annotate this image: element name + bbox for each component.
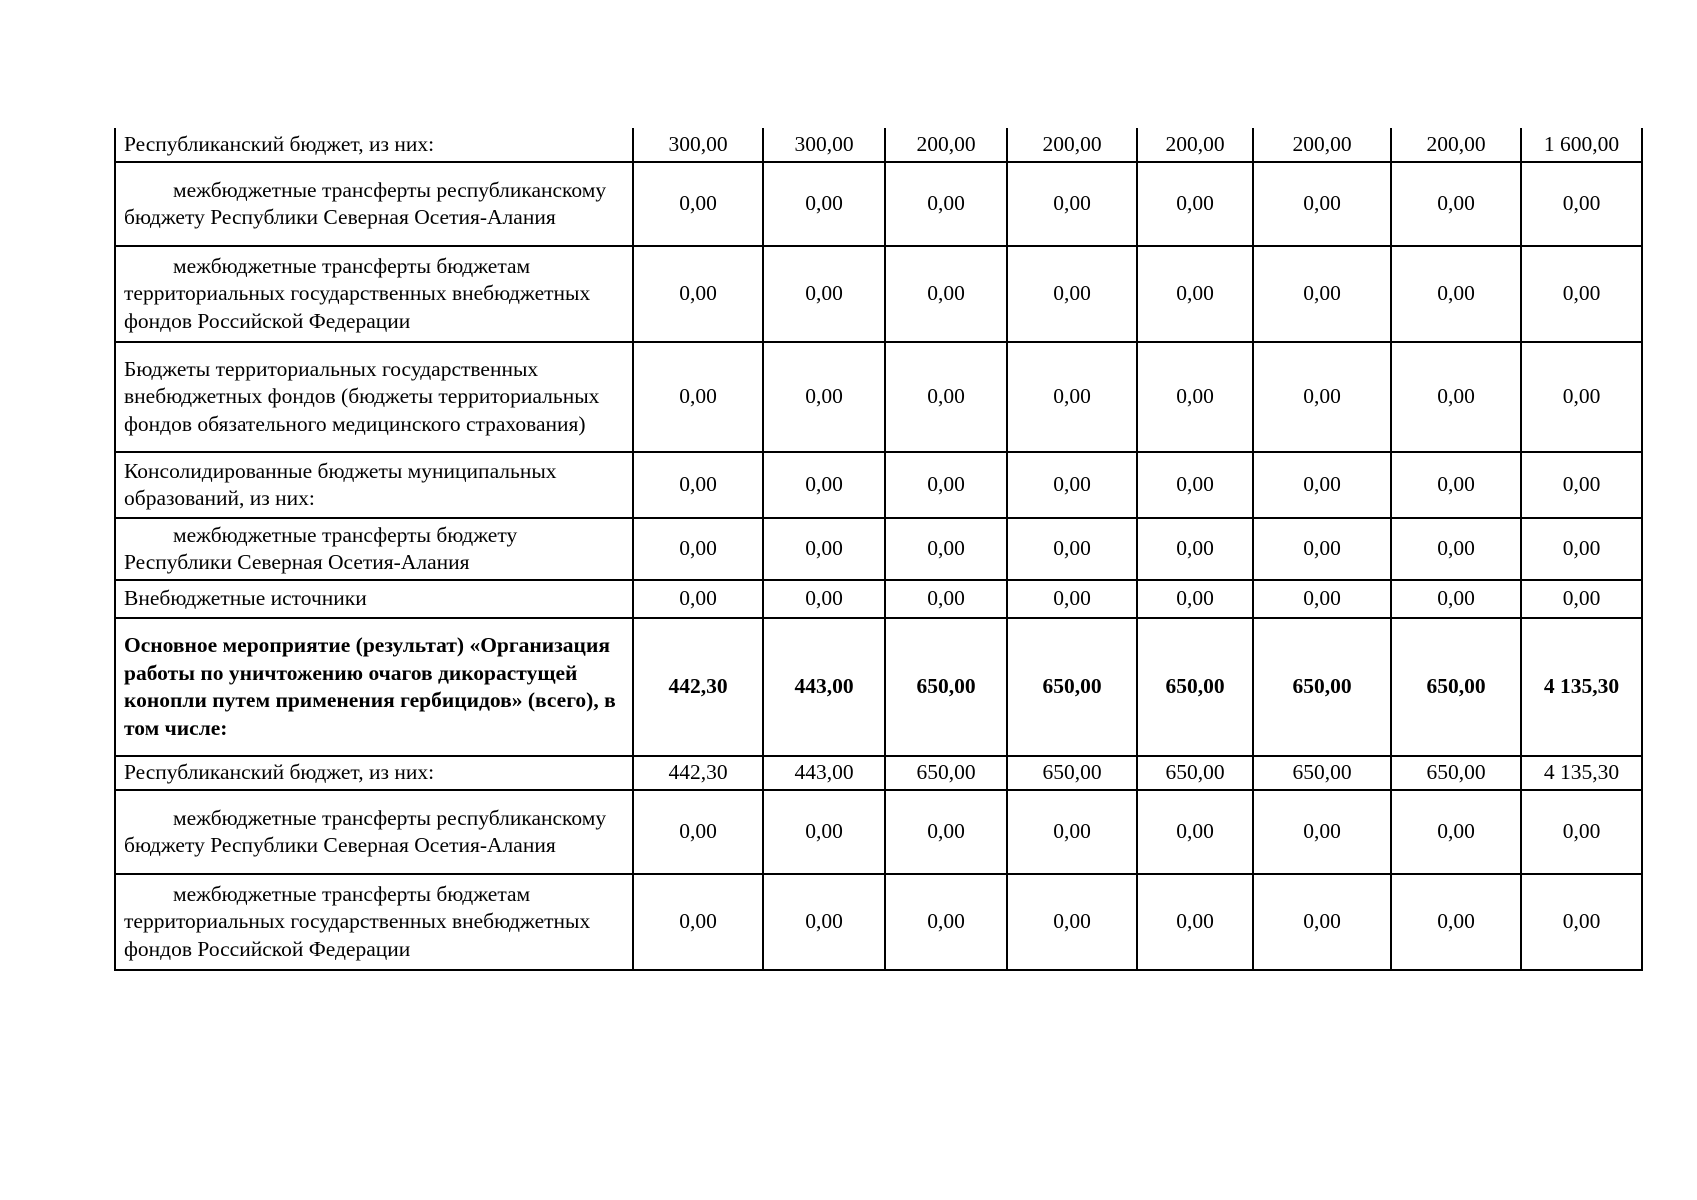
row-label: Республиканский бюджет, из них:: [124, 131, 435, 156]
value-cell-1: 0,00: [633, 246, 763, 342]
value-cell-2: 0,00: [763, 246, 885, 342]
row-label-cell: [115, 342, 633, 452]
row-label: Основное мероприятие (результат) «Организация работы по уничтожению очагов дикорастущей конопли путем применения гербицидов» (всего), в том числе:: [124, 633, 616, 740]
table-row: [115, 128, 1642, 162]
value-cell-6: 0,00: [1253, 246, 1391, 342]
value-cell-4: 650,00: [1007, 618, 1137, 756]
total-cell: 0,00: [1521, 790, 1642, 874]
value-cell-3: 0,00: [885, 874, 1007, 970]
value-cell-2: 0,00: [763, 580, 885, 618]
total-cell: 1 600,00: [1521, 128, 1642, 162]
row-label-cell: [115, 246, 633, 342]
table-row: [115, 162, 1642, 246]
value-cell-6: 0,00: [1253, 342, 1391, 452]
value-cell-2: 443,00: [763, 618, 885, 756]
row-label-cell: [115, 452, 633, 518]
value-cell-4: 0,00: [1007, 580, 1137, 618]
value-cell-6: 0,00: [1253, 518, 1391, 580]
total-cell: 0,00: [1521, 518, 1642, 580]
row-label: Внебюджетные источники: [124, 586, 367, 611]
row-label-cell: [115, 580, 633, 618]
value-cell-4: 650,00: [1007, 756, 1137, 790]
value-cell-2: 443,00: [763, 756, 885, 790]
value-cell-1: 0,00: [633, 580, 763, 618]
value-cell-6: 0,00: [1253, 452, 1391, 518]
value-cell-3: 200,00: [885, 128, 1007, 162]
value-cell-4: 0,00: [1007, 246, 1137, 342]
value-cell-6: 200,00: [1253, 128, 1391, 162]
value-cell-6: 0,00: [1253, 874, 1391, 970]
value-cell-3: 0,00: [885, 162, 1007, 246]
value-cell-6: 650,00: [1253, 756, 1391, 790]
value-cell-5: 200,00: [1137, 128, 1253, 162]
row-label: Бюджеты территориальных государственных внебюджетных фондов (бюджеты территориальных фондов обязательного медицинского страхования): [124, 356, 600, 436]
value-cell-4: 0,00: [1007, 518, 1137, 580]
value-cell-2: 0,00: [763, 790, 885, 874]
value-cell-7: 0,00: [1391, 874, 1521, 970]
table-row: [115, 518, 1642, 580]
value-cell-2: 0,00: [763, 342, 885, 452]
value-cell-3: 0,00: [885, 580, 1007, 618]
total-cell: 0,00: [1521, 342, 1642, 452]
value-cell-1: 0,00: [633, 874, 763, 970]
row-label-cell: [115, 874, 633, 970]
value-cell-6: 0,00: [1253, 162, 1391, 246]
value-cell-7: 0,00: [1391, 518, 1521, 580]
value-cell-5: 0,00: [1137, 162, 1253, 246]
value-cell-4: 0,00: [1007, 874, 1137, 970]
total-cell: 0,00: [1521, 580, 1642, 618]
row-label-cell: [115, 128, 633, 162]
value-cell-7: 0,00: [1391, 580, 1521, 618]
row-label-cell: [115, 162, 633, 246]
value-cell-5: 0,00: [1137, 790, 1253, 874]
value-cell-1: 442,30: [633, 618, 763, 756]
value-cell-5: 650,00: [1137, 756, 1253, 790]
table-row: [115, 874, 1642, 970]
row-label-cell: [115, 518, 633, 580]
row-label-cell: [115, 756, 633, 790]
value-cell-2: 0,00: [763, 452, 885, 518]
value-cell-1: 0,00: [633, 518, 763, 580]
value-cell-5: 0,00: [1137, 518, 1253, 580]
value-cell-3: 0,00: [885, 342, 1007, 452]
value-cell-5: 0,00: [1137, 580, 1253, 618]
value-cell-6: 0,00: [1253, 580, 1391, 618]
value-cell-4: 0,00: [1007, 342, 1137, 452]
total-cell: 0,00: [1521, 452, 1642, 518]
row-label-cell: [115, 790, 633, 874]
value-cell-3: 650,00: [885, 618, 1007, 756]
value-cell-5: 0,00: [1137, 246, 1253, 342]
row-label: Консолидированные бюджеты муниципальных образований, из них:: [124, 458, 557, 510]
row-label: межбюджетные трансферты республиканскому бюджету Республики Северная Осетия-Алания: [124, 805, 607, 857]
value-cell-1: 0,00: [633, 162, 763, 246]
value-cell-6: 650,00: [1253, 618, 1391, 756]
value-cell-7: 650,00: [1391, 618, 1521, 756]
total-cell: 4 135,30: [1521, 756, 1642, 790]
value-cell-4: 0,00: [1007, 790, 1137, 874]
value-cell-1: 0,00: [633, 452, 763, 518]
value-cell-7: 0,00: [1391, 162, 1521, 246]
row-label: межбюджетные трансферты бюджету Республики Северная Осетия-Алания: [124, 522, 518, 574]
value-cell-7: 200,00: [1391, 128, 1521, 162]
value-cell-1: 300,00: [633, 128, 763, 162]
total-cell: 0,00: [1521, 874, 1642, 970]
value-cell-3: 0,00: [885, 518, 1007, 580]
value-cell-7: 650,00: [1391, 756, 1521, 790]
row-label-cell: [115, 618, 633, 756]
row-label: межбюджетные трансферты бюджетам территориальных государственных внебюджетных фондов Российской Федерации: [124, 881, 591, 961]
value-cell-7: 0,00: [1391, 342, 1521, 452]
value-cell-3: 0,00: [885, 246, 1007, 342]
total-cell: 0,00: [1521, 162, 1642, 246]
budget-table-body: [115, 128, 1642, 970]
value-cell-2: 0,00: [763, 518, 885, 580]
table-row: [115, 618, 1642, 756]
value-cell-3: 650,00: [885, 756, 1007, 790]
value-cell-7: 0,00: [1391, 452, 1521, 518]
value-cell-1: 442,30: [633, 756, 763, 790]
value-cell-4: 0,00: [1007, 162, 1137, 246]
value-cell-4: 200,00: [1007, 128, 1137, 162]
table-row: [115, 790, 1642, 874]
value-cell-1: 0,00: [633, 342, 763, 452]
table-row: [115, 246, 1642, 342]
table-row: [115, 580, 1642, 618]
value-cell-5: 0,00: [1137, 452, 1253, 518]
value-cell-5: 0,00: [1137, 342, 1253, 452]
value-cell-7: 0,00: [1391, 790, 1521, 874]
table-row: [115, 756, 1642, 790]
row-label: межбюджетные трансферты республиканскому бюджету Республики Северная Осетия-Алания: [124, 177, 607, 229]
table-row: [115, 452, 1642, 518]
table-row: [115, 342, 1642, 452]
value-cell-5: 650,00: [1137, 618, 1253, 756]
value-cell-2: 300,00: [763, 128, 885, 162]
value-cell-3: 0,00: [885, 452, 1007, 518]
row-label: межбюджетные трансферты бюджетам территориальных государственных внебюджетных фондов Российской Федерации: [124, 253, 591, 333]
value-cell-7: 0,00: [1391, 246, 1521, 342]
total-cell: 0,00: [1521, 246, 1642, 342]
value-cell-6: 0,00: [1253, 790, 1391, 874]
value-cell-2: 0,00: [763, 874, 885, 970]
value-cell-1: 0,00: [633, 790, 763, 874]
value-cell-5: 0,00: [1137, 874, 1253, 970]
value-cell-3: 0,00: [885, 790, 1007, 874]
value-cell-4: 0,00: [1007, 452, 1137, 518]
value-cell-2: 0,00: [763, 162, 885, 246]
total-cell: 4 135,30: [1521, 618, 1642, 756]
budget-table: [114, 128, 1643, 971]
row-label: Республиканский бюджет, из них:: [124, 760, 435, 785]
